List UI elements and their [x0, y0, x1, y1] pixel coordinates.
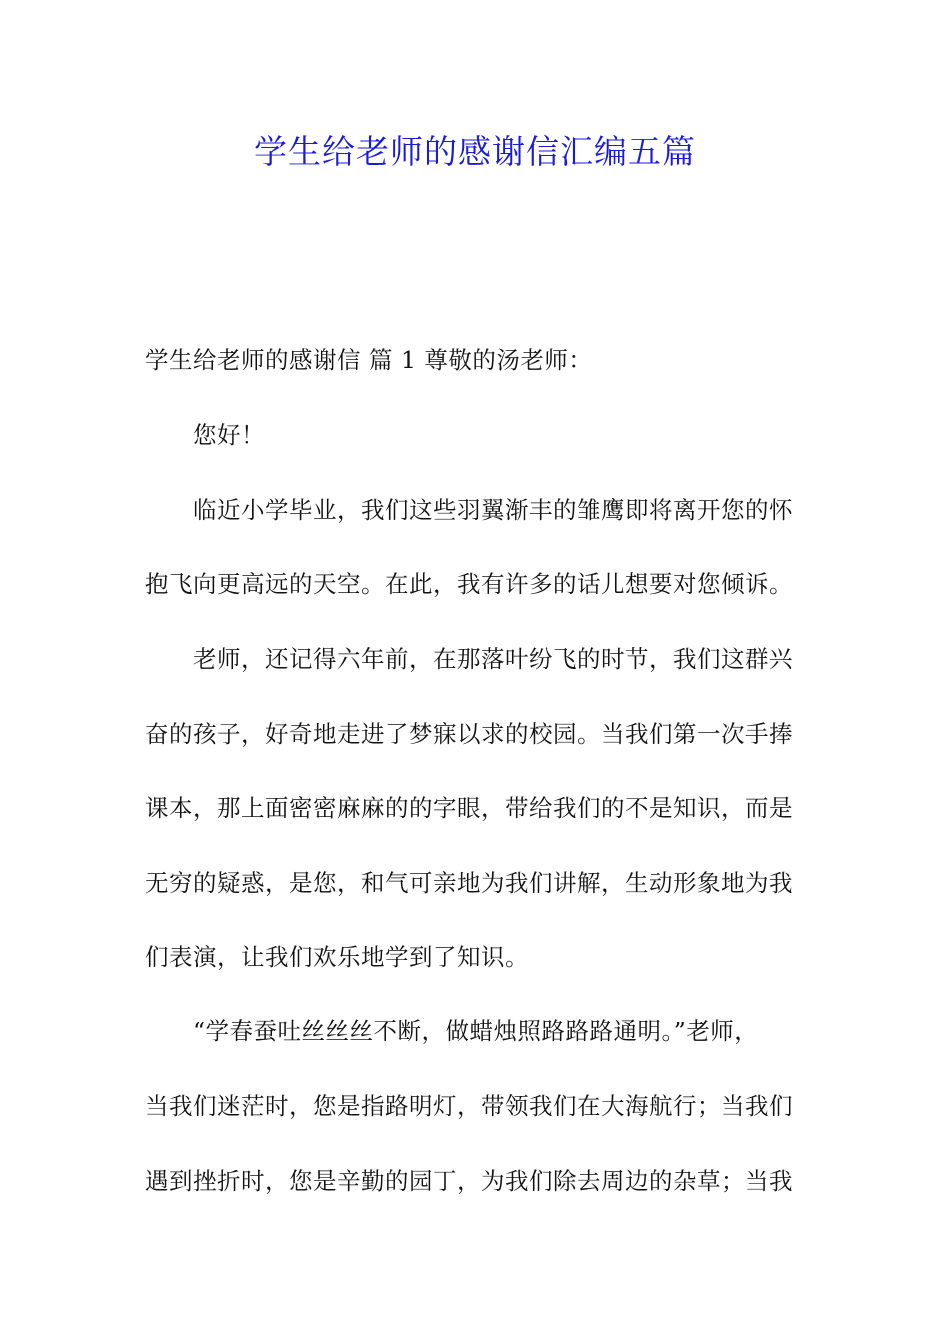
- text-line: 老师，还记得六年前，在那落叶纷飞的时节，我们这群兴: [193, 645, 793, 673]
- text-line: 遇到挫折时，您是辛勤的园丁，为我们除去周边的杂草；当我: [145, 1167, 793, 1195]
- text-line: 课本，那上面密密麻麻的的字眼，带给我们的不是知识，而是: [145, 794, 793, 822]
- text-line: 们表演，让我们欢乐地学到了知识。: [145, 943, 529, 971]
- document-title: 学生给老师的感谢信汇编五篇: [254, 132, 696, 171]
- text-line-greeting: 您好！: [193, 421, 265, 449]
- text-line: 抱飞向更高远的天空。在此，我有许多的话儿想要对您倾诉。: [145, 570, 793, 598]
- text-line: 无穷的疑惑，是您，和气可亲地为我们讲解，生动形象地为我: [145, 869, 793, 897]
- text-line: “学春蚕吐丝丝丝不断，做蜡烛照路路路通明。”老师，: [193, 1017, 759, 1045]
- text-line-salutation: 学生给老师的感谢信 篇 1 尊敬的汤老师：: [145, 346, 593, 374]
- text-line: 当我们迷茫时，您是指路明灯，带领我们在大海航行；当我们: [145, 1092, 793, 1120]
- text-line: 奋的孩子，好奇地走进了梦寐以求的校园。当我们第一次手捧: [145, 720, 793, 748]
- text-line: 临近小学毕业，我们这些羽翼渐丰的雏鹰即将离开您的怀: [193, 496, 793, 524]
